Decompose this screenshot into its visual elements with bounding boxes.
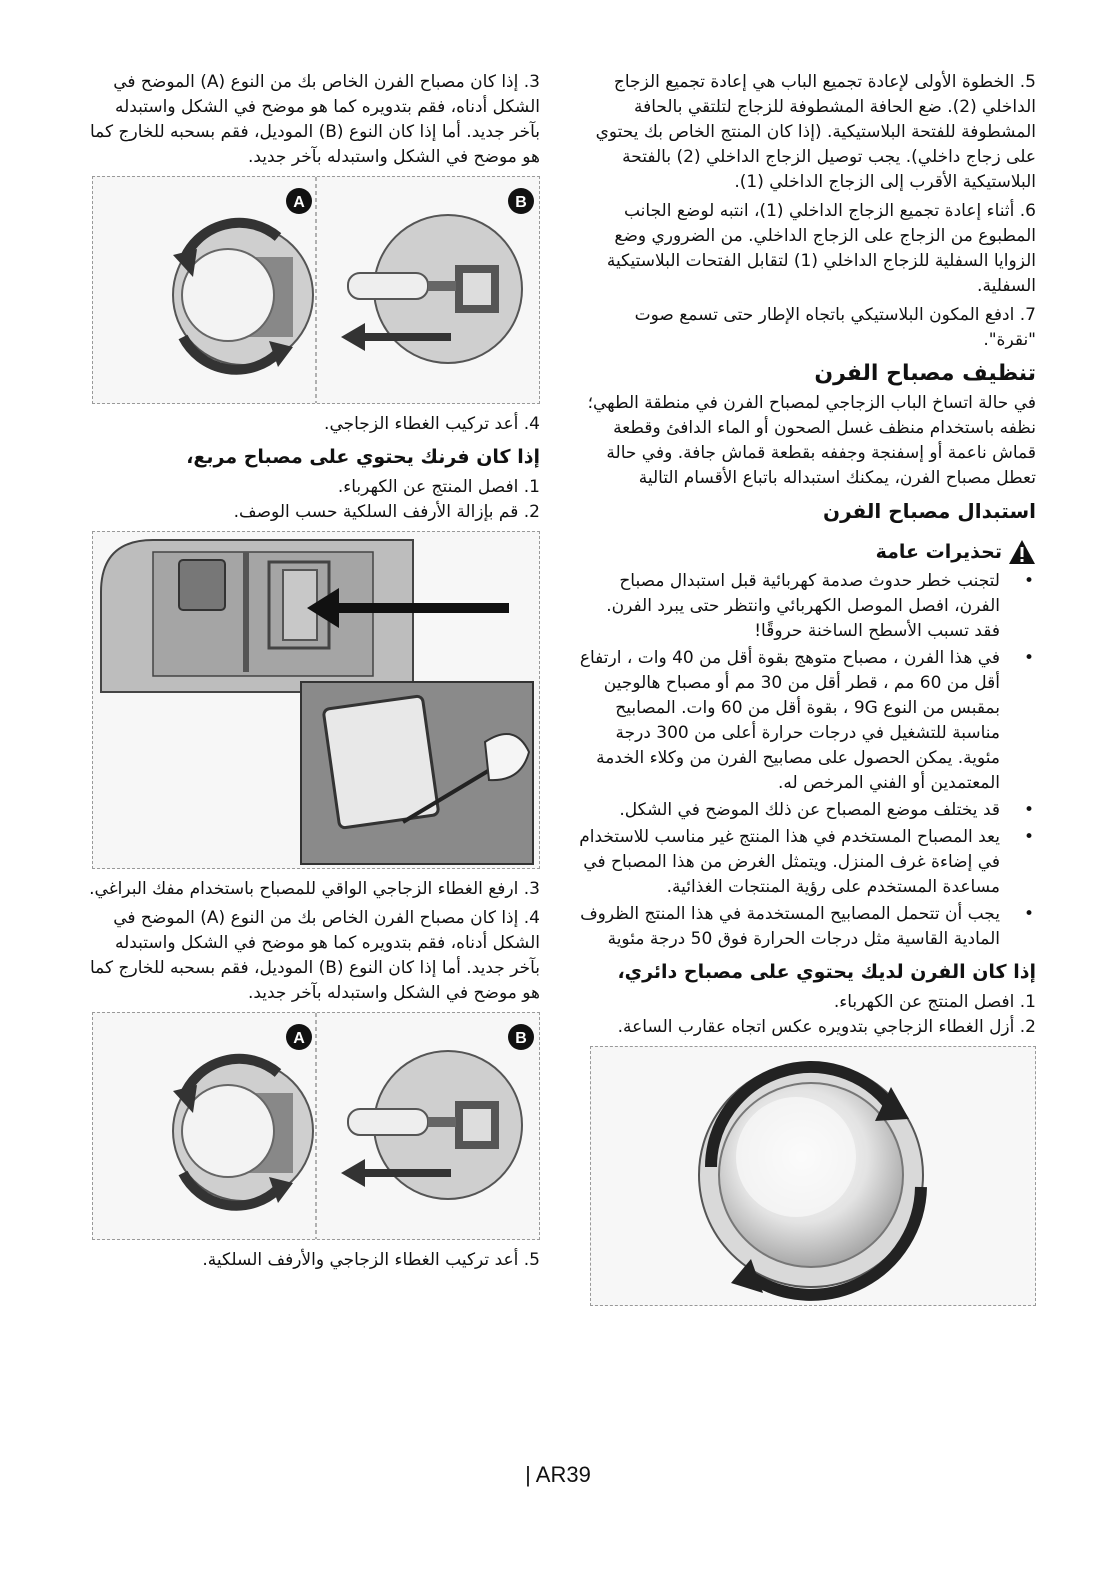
step-5-b: 5. أعد تركيب الغطاء الزجاجي والأرفف السلكية. [202,1250,540,1270]
square-lamp-figure [92,531,540,869]
round-lamp-heading: إذا كان الفرن لديك يحتوي على مصباح دائري، [617,961,1036,983]
lamp-types-illustration-2 [93,1013,539,1239]
label-b: B [515,1030,527,1047]
square-step-1: 1. افصل المنتج عن الكهرباء. [337,477,540,497]
bullet-item: • قد يختلف موضع المصباح عن ذلك الموضح في الشكل. [578,798,1036,823]
square-lamp-heading: إذا كان فرنك يحتوي على مصباح مربع، [186,446,540,468]
page-number: | AR39 [525,1462,591,1487]
warnings-heading [578,539,1036,565]
bullet-item: • لتجنب خطر حدوث صدمة كهربائية قبل استبدال مصباح الفرن، افصل الموصل الكهربائي وانتظر حتى يبرد الفرن. فقد تسبب الأسطح الساخنة حروقًا! [578,569,1036,644]
bullet-item: • في هذا الفرن ، مصباح متوهج بقوة أقل من 40 وات ، ارتفاع أقل من 60 مم ، قطر أقل من 30 مم أو مصباح هالوجين بمقبس من النوع 9G ، بقوة أقل من 60 وات. المصابيح مناسبة للتشغيل في درجات حرارة أعلى من 300 درجة مئوية. يمكن الحصول على مصابيح الفرن من وكلاء الخدمة المعتمدين أو الفني المرخص له. [578,646,1036,796]
step-6: 6. أثناء إعادة تجميع الزجاج الداخلي (1)، انتبه لوضع الجانب المطبوع من الزجاج على الزجاج الداخلي. من الضروري وضع الزوايا السفلية للزجاج الداخلي (1) لتقابل الفتحات البلاستيكية السفلية. [606,201,1036,296]
warnings-title: تحذيرات عامة [875,541,1002,563]
bullet-item: • يجب أن تتحمل المصابيح المستخدمة في هذا المنتج الظروف المادية القاسية مثل درجات الحرارة فوق 50 درجة مئوية [578,902,1036,952]
step-4-top: 4. أعد تركيب الغطاء الزجاجي. [324,414,540,434]
lamp-types-figure-bottom [92,1012,540,1240]
lamp-types-figure-top [92,176,540,404]
warning-icon [1008,539,1036,565]
step-7: 7. ادفع المكون البلاستيكي باتجاه الإطار حتى تسمع صوت "نقرة". [634,305,1036,350]
clean-lamp-text: في حالة اتساخ الباب الزجاجي لمصباح الفرن في منطقة الطهي؛ نظفه باستخدام منظف غسل الصحون أو الماء الدافئ وقطعة قماش ناعمة أو إسفنجة وجففه بقطعة قماش جافة. وفي حالة تعطل مصباح الفرن، يمكنك استبداله باتباع الأقسام التالية [587,393,1036,488]
label-a: A [293,194,305,211]
round-lamp-figure [590,1046,1036,1306]
step-5: 5. الخطوة الأولى لإعادة تجميع الباب هي إعادة تجميع الزجاج الداخلي (2). ضع الحافة المشطوفة للزجاج لتلتقي بالحافة المشطوفة للفتحة البلاستيكية. (إذا كان المنتج الخاص بك يحتوي على زجاج داخلي). يجب توصيل الزجاج الداخلي (2) بالفتحة البلاستيكية الأقرب إلى الزجاج الداخلي (1). [595,72,1036,192]
right-column [578,70,1036,1314]
round-step-1: 1. افصل المنتج عن الكهرباء. [833,992,1036,1012]
step-3-b: 3. ارفع الغطاء الزجاجي الواقي للمصباح باستخدام مفك البراغي. [89,879,540,899]
label-b: B [515,194,527,211]
bullet-item: • يعد المصباح المستخدم في هذا المنتج غير مناسب للاستخدام في إضاءة غرف المنزل. ويتمثل الغرض من هذا المصباح في مساعدة المستخدم على رؤية المنتجات الغذائية. [578,825,1036,900]
label-a: A [293,1030,305,1047]
round-step-2: 2. أزل الغطاء الزجاجي بتدويره عكس اتجاه عقارب الساعة. [617,1017,1036,1037]
round-lamp-illustration [591,1047,1035,1305]
step-3-top: 3. إذا كان مصباح الفرن الخاص بك من النوع (A) الموضح في الشكل أدناه، فقم بتدويره كما هو موضح في الشكل واستبدله بآخر جديد. أما إذا كان النوع (B) الموديل، فقم بسحبه للخارج كما هو موضح في الشكل واستبدله بآخر جديد. [90,72,540,167]
clean-lamp-heading: تنظيف مصباح الفرن [814,361,1036,386]
square-lamp-illustration [93,532,539,868]
replace-lamp-heading: استبدال مصباح الفرن [823,499,1036,523]
left-column [82,70,540,1277]
step-4-b: 4. إذا كان مصباح الفرن الخاص بك من النوع (A) الموضح في الشكل أدناه، فقم بتدويره كما هو موضح في الشكل واستبدله بآخر جديد. أما إذا كان النوع (B) الموديل، فقم بسحبه للخارج كما هو موضح في الشكل واستبدله بآخر جديد. [90,908,540,1003]
square-step-2: 2. قم بإزالة الأرفف السلكية حسب الوصف. [233,502,540,522]
lamp-types-illustration [93,177,539,403]
